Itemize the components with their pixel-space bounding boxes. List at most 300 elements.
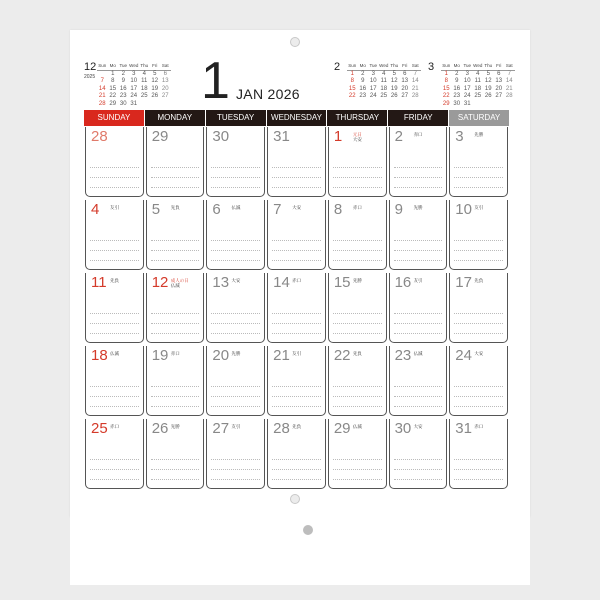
mini-day: 1 [350, 70, 354, 77]
note-line [333, 240, 382, 241]
mini-weekday: Tue [119, 63, 128, 68]
mini-day: 19 [151, 85, 159, 92]
day-number: 28 [91, 128, 108, 145]
day-number: 23 [394, 347, 412, 364]
mini-day [483, 101, 494, 109]
mini-day: 24 [130, 93, 138, 99]
note-line [90, 386, 139, 387]
note-line [90, 167, 139, 168]
day-cell[interactable] [206, 200, 265, 270]
mini-weekday: Tue [369, 63, 378, 68]
day-label: 大安 [413, 424, 423, 429]
mini-calendar-table [97, 62, 171, 108]
note-line [151, 396, 200, 397]
note-line [211, 396, 260, 397]
mini-weekday: Thu [390, 63, 399, 68]
day-number: 20 [212, 347, 230, 364]
mini-day: 15 [348, 85, 356, 92]
note-line [151, 406, 200, 407]
note-line [90, 323, 139, 324]
day-cell[interactable] [328, 200, 387, 270]
day-cell[interactable] [146, 200, 205, 270]
mini-day: 10 [369, 78, 377, 84]
note-line [151, 323, 200, 324]
note-line [151, 177, 200, 178]
note-line [333, 187, 382, 188]
note-line [272, 187, 321, 188]
day-number: 27 [212, 420, 230, 437]
day-label: 元日 [352, 132, 362, 137]
note-line [272, 240, 321, 241]
note-line [454, 167, 503, 168]
note-line [454, 406, 503, 407]
mini-weekday: Wed [129, 63, 139, 68]
day-number: 12 [151, 274, 169, 291]
note-line [454, 177, 503, 178]
note-line [211, 177, 260, 178]
mini-calendar-previous [84, 62, 184, 107]
day-label: 仏滅 [110, 351, 119, 356]
mini-day: 5 [392, 70, 396, 77]
mini-day: 21 [98, 93, 106, 99]
day-cell[interactable] [85, 200, 144, 270]
mini-weekday: Fri [494, 62, 505, 70]
mini-day: 9 [361, 78, 365, 84]
mini-day: 3 [371, 70, 375, 77]
note-line [333, 260, 382, 261]
note-line [272, 406, 321, 407]
note-line [394, 386, 443, 387]
mini-day: 5 [153, 70, 157, 77]
day-cell[interactable] [267, 273, 326, 343]
note-line [211, 323, 260, 324]
note-line [90, 250, 139, 251]
mini-day: 14 [411, 78, 419, 84]
weekday-header-row [84, 110, 509, 126]
mini-day: 28 [505, 93, 513, 99]
note-line [211, 250, 260, 251]
mini-day [494, 101, 505, 109]
mini-weekday: Thu [484, 63, 493, 68]
day-cell[interactable] [389, 346, 448, 416]
day-number: 21 [273, 347, 290, 364]
mini-day: 7 [413, 70, 417, 77]
day-number: 30 [212, 128, 230, 145]
mini-day: 14 [98, 85, 106, 92]
day-number: 17 [455, 274, 472, 291]
mini-day: 23 [359, 93, 367, 99]
note-line [151, 260, 200, 261]
day-cell[interactable] [449, 127, 508, 197]
day-label: 先負 [110, 278, 119, 283]
day-cell[interactable] [85, 273, 144, 343]
mini-weekday: Sun [442, 63, 451, 68]
day-cell[interactable] [146, 273, 205, 343]
mini-day: 12 [151, 78, 159, 84]
mini-day: 18 [474, 85, 482, 92]
note-line [454, 479, 503, 480]
day-label: 友引 [413, 278, 423, 283]
day-cell[interactable] [389, 419, 448, 489]
mini-day: 25 [140, 93, 148, 99]
note-line [151, 187, 200, 188]
day-number: 28 [273, 420, 290, 437]
mini-day: 3 [132, 70, 136, 77]
day-label: 先負 [170, 205, 180, 210]
mini-day: 28 [411, 93, 419, 99]
mini-day: 23 [119, 93, 127, 99]
day-label: 友引 [231, 424, 241, 429]
day-rokuyo: 仏滅 [170, 283, 180, 288]
mini-month-number: 2 [334, 61, 341, 73]
note-line [90, 333, 139, 334]
mini-day [160, 101, 171, 109]
note-line [211, 406, 260, 407]
day-label: 仏滅 [231, 205, 241, 210]
mini-day: 6 [497, 70, 501, 77]
note-line [272, 313, 321, 314]
day-cell[interactable] [449, 419, 508, 489]
mini-day: 29 [442, 100, 450, 107]
day-cell[interactable] [267, 419, 326, 489]
mini-day: 19 [484, 85, 492, 92]
mini-day: 25 [474, 93, 482, 99]
day-cell[interactable] [389, 127, 448, 197]
calendar-backing-board [70, 517, 530, 585]
day-cell[interactable] [389, 200, 448, 270]
mini-day: 17 [463, 85, 471, 92]
mini-day: 13 [401, 78, 409, 84]
mini-weekday: Fri [400, 62, 411, 70]
day-cell[interactable] [206, 127, 265, 197]
day-label: 成人の日 [170, 278, 189, 283]
mini-day: 30 [119, 100, 127, 107]
day-cell[interactable] [206, 346, 265, 416]
mini-day: 1 [444, 70, 448, 77]
note-line [211, 187, 260, 188]
weekday-header: SATURDAY [449, 110, 509, 126]
note-line [454, 386, 503, 387]
mini-day: 26 [390, 93, 398, 99]
note-line [90, 459, 139, 460]
mini-day: 5 [486, 70, 490, 77]
mini-day: 22 [348, 93, 356, 99]
mini-day: 16 [359, 85, 367, 92]
day-number: 30 [394, 420, 412, 437]
mini-day: 6 [163, 70, 167, 77]
note-line [272, 459, 321, 460]
note-line [394, 260, 443, 261]
mini-year: 2025 [84, 74, 96, 80]
day-cell[interactable] [267, 127, 326, 197]
day-cell[interactable] [146, 127, 205, 197]
day-label: 友引 [292, 351, 302, 356]
day-label: 赤口 [413, 132, 423, 137]
day-number: 5 [151, 201, 161, 218]
mini-calendar-after-next [428, 62, 518, 107]
mini-calendar-table [441, 62, 515, 108]
mini-day: 8 [444, 78, 448, 84]
note-line [333, 396, 382, 397]
day-number: 31 [455, 420, 472, 437]
day-number: 18 [91, 347, 108, 364]
mini-weekday: Sun [98, 63, 107, 68]
day-cell[interactable] [328, 273, 387, 343]
note-line [151, 167, 200, 168]
mini-day: 3 [465, 70, 469, 77]
day-label: 先負 [474, 278, 484, 283]
day-number: 3 [455, 128, 464, 145]
day-cell[interactable] [146, 419, 205, 489]
mini-day: 18 [140, 85, 148, 92]
note-line [333, 479, 382, 480]
mini-day: 11 [380, 78, 387, 84]
mini-day: 10 [463, 78, 471, 84]
day-cell[interactable] [146, 346, 205, 416]
note-line [272, 260, 321, 261]
day-number: 4 [91, 201, 100, 218]
note-line [151, 333, 200, 334]
mini-day: 21 [411, 85, 419, 92]
note-line [151, 386, 200, 387]
note-line [394, 406, 443, 407]
day-label: 大安 [474, 351, 484, 356]
day-cell[interactable] [206, 419, 265, 489]
day-cell[interactable] [85, 127, 144, 197]
note-line [272, 177, 321, 178]
mini-day [473, 101, 484, 109]
mini-day [504, 101, 515, 109]
note-line [90, 260, 139, 261]
note-line [151, 459, 200, 460]
note-line [394, 396, 443, 397]
note-line [272, 396, 321, 397]
day-number: 11 [91, 274, 107, 291]
mini-day: 2 [361, 70, 365, 77]
day-label: 先勝 [413, 205, 423, 210]
note-line [333, 323, 382, 324]
mini-month-number: 12 [84, 61, 97, 73]
mini-weekday: Fri [150, 62, 161, 70]
mini-calendar-table [347, 62, 421, 101]
day-number: 25 [91, 420, 108, 437]
mini-day: 13 [161, 78, 169, 84]
mini-day: 11 [474, 78, 481, 84]
note-line [394, 240, 443, 241]
note-line [272, 386, 321, 387]
note-line [151, 479, 200, 480]
day-number: 29 [151, 128, 169, 145]
note-line [211, 313, 260, 314]
note-line [394, 333, 443, 334]
note-line [394, 459, 443, 460]
note-line [151, 240, 200, 241]
day-label: 先負 [292, 424, 302, 429]
mini-weekday: Wed [473, 63, 483, 68]
mini-day: 30 [453, 100, 461, 107]
mini-weekday: Mo [358, 62, 369, 70]
day-number: 22 [333, 347, 351, 364]
mini-weekday: Mo [108, 62, 119, 70]
note-line [90, 406, 139, 407]
mini-day: 31 [463, 100, 471, 107]
note-line [151, 469, 200, 470]
mini-day: 12 [390, 78, 398, 84]
mini-day: 26 [484, 93, 492, 99]
mini-day: 20 [161, 85, 169, 92]
day-label: 赤口 [170, 351, 180, 356]
mini-day: 9 [121, 78, 125, 84]
mini-day: 7 [100, 78, 104, 84]
mini-day: 4 [476, 70, 480, 77]
day-number: 10 [455, 201, 472, 218]
note-line [394, 167, 443, 168]
day-number: 9 [394, 201, 403, 218]
note-line [333, 406, 382, 407]
day-cell[interactable] [449, 273, 508, 343]
note-line [333, 469, 382, 470]
mini-day: 14 [505, 78, 513, 84]
note-line [211, 479, 260, 480]
day-number: 16 [394, 274, 412, 291]
mini-weekday: Thu [140, 63, 149, 68]
mini-weekday: Tue [463, 63, 472, 68]
day-number: 15 [333, 274, 351, 291]
mini-day: 17 [369, 85, 377, 92]
mini-day: 21 [505, 85, 513, 92]
note-line [211, 260, 260, 261]
weekday-header: MONDAY [145, 110, 205, 126]
note-line [333, 250, 382, 251]
note-line [272, 250, 321, 251]
mini-day: 8 [111, 78, 115, 84]
note-line [211, 469, 260, 470]
mini-day [150, 101, 161, 109]
mini-calendar-next [334, 62, 424, 107]
note-line [90, 396, 139, 397]
note-line [394, 250, 443, 251]
note-line [333, 333, 382, 334]
mini-day: 4 [382, 70, 386, 77]
note-line [454, 333, 503, 334]
day-cell[interactable] [328, 346, 387, 416]
day-number: 14 [273, 274, 290, 291]
mini-day: 22 [109, 93, 117, 99]
note-line [454, 240, 503, 241]
day-label: 先負 [352, 351, 362, 356]
note-line [333, 386, 382, 387]
note-line [394, 177, 443, 178]
mini-day: 27 [161, 93, 169, 99]
day-cell[interactable] [267, 200, 326, 270]
weekday-header: SUNDAY [84, 110, 144, 126]
mini-day: 20 [495, 85, 503, 92]
mini-day: 6 [403, 70, 407, 77]
day-cell[interactable] [389, 273, 448, 343]
mini-day: 18 [380, 85, 388, 92]
day-number: 26 [151, 420, 169, 437]
mini-day: 1 [111, 70, 115, 77]
note-line [90, 313, 139, 314]
note-line [90, 240, 139, 241]
month-number: 1 [201, 52, 230, 110]
mini-day: 28 [98, 100, 106, 107]
mini-day: 26 [151, 93, 159, 99]
note-line [333, 167, 382, 168]
note-line [454, 469, 503, 470]
month-name: JAN 2026 [236, 86, 300, 102]
weekday-header: TUESDAY [206, 110, 266, 126]
day-number: 19 [151, 347, 169, 364]
day-number: 24 [455, 347, 472, 364]
note-line [454, 459, 503, 460]
mini-day: 31 [130, 100, 138, 107]
mini-day [139, 101, 150, 109]
note-line [272, 167, 321, 168]
note-line [211, 386, 260, 387]
mini-day [97, 70, 108, 78]
day-label: 先勝 [170, 424, 180, 429]
note-line [394, 479, 443, 480]
note-line [454, 323, 503, 324]
day-label: 大安 [231, 278, 241, 283]
day-cell[interactable] [267, 346, 326, 416]
hanging-hole-top [290, 37, 300, 47]
note-line [333, 313, 382, 314]
mini-day: 16 [119, 85, 127, 92]
day-label: 先勝 [231, 351, 241, 356]
mini-day: 10 [130, 78, 138, 84]
mini-day: 8 [350, 78, 354, 84]
day-cell[interactable] [85, 419, 144, 489]
day-label: 仏滅 [352, 424, 362, 429]
mini-day: 2 [121, 70, 125, 77]
day-cell[interactable] [206, 273, 265, 343]
day-label: 仏滅 [413, 351, 423, 356]
day-cell[interactable] [85, 346, 144, 416]
note-line [151, 313, 200, 314]
mini-day: 22 [442, 93, 450, 99]
day-label: 先勝 [352, 278, 362, 283]
weekday-header: THURSDAY [327, 110, 387, 126]
note-line [151, 250, 200, 251]
mini-day: 27 [401, 93, 409, 99]
day-number: 7 [273, 201, 282, 218]
day-label: 大安 [292, 205, 302, 210]
mini-day: 7 [507, 70, 511, 77]
day-number: 2 [394, 128, 403, 145]
mini-day: 23 [453, 93, 461, 99]
day-number: 31 [273, 128, 290, 145]
weekday-header: FRIDAY [388, 110, 448, 126]
mini-weekday: Sat [161, 63, 169, 68]
mini-day: 15 [109, 85, 117, 92]
day-number: 13 [212, 274, 230, 291]
mini-day: 19 [390, 85, 398, 92]
day-cell[interactable] [328, 127, 387, 197]
note-line [394, 187, 443, 188]
mini-weekday: Wed [379, 63, 389, 68]
mini-weekday: Mo [452, 62, 463, 70]
note-line [454, 396, 503, 397]
hanging-hole-board [303, 525, 313, 535]
day-cell[interactable] [449, 200, 508, 270]
day-cell[interactable] [328, 419, 387, 489]
mini-month-number: 3 [428, 61, 435, 73]
day-cell[interactable] [449, 346, 508, 416]
mini-day: 25 [380, 93, 388, 99]
mini-day: 12 [484, 78, 492, 84]
